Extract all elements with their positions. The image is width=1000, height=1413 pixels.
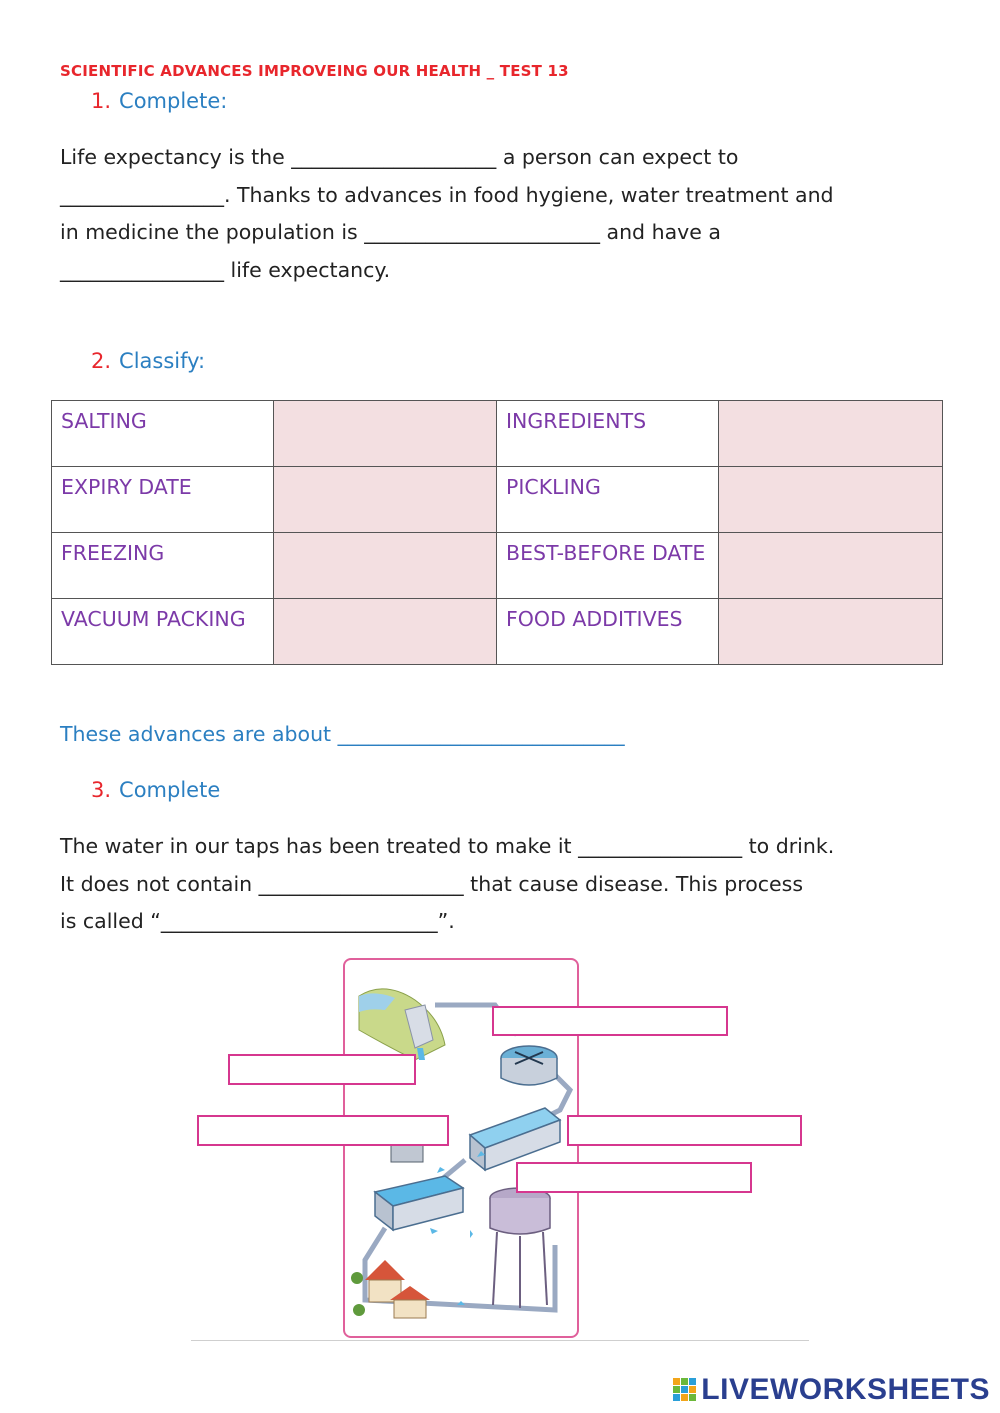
classify-term: EXPIRY DATE — [52, 467, 274, 533]
section-2-heading — [91, 349, 205, 373]
section-1-line[interactable]: ________________ life expectancy. — [60, 257, 391, 282]
classify-answer-box[interactable] — [719, 533, 943, 599]
settling-tank-body — [501, 1058, 557, 1085]
flow-arrow-icon — [430, 1228, 438, 1234]
brand-logo — [673, 1373, 990, 1407]
section-1-title: Complete: — [119, 89, 228, 113]
classify-table — [51, 400, 943, 665]
classify-term: SALTING — [52, 401, 274, 467]
section-1-line[interactable]: in medicine the population is _______________________ and have a — [60, 220, 721, 244]
classify-answer-box[interactable] — [719, 467, 943, 533]
worksheet-title: SCIENTIFIC ADVANCES IMPROVEING OUR HEALTH _ TEST 13 — [60, 62, 569, 80]
section-3-line[interactable]: It does not contain ____________________ that cause disease. This process — [60, 871, 804, 896]
classify-answer-box[interactable] — [274, 401, 497, 467]
flow-arrow-icon — [470, 1230, 473, 1238]
classify-term: VACUUM PACKING — [52, 599, 274, 665]
house-roof — [365, 1260, 405, 1280]
diagram-label-box[interactable] — [516, 1162, 752, 1193]
section-2-number: 2. — [91, 349, 112, 373]
section-3-line[interactable]: The water in our taps has been treated to make it ________________ to drink. — [60, 834, 835, 858]
section-3-title: Complete — [119, 778, 221, 802]
table-row — [52, 401, 943, 467]
table-row — [52, 467, 943, 533]
tower-leg — [543, 1232, 547, 1305]
classify-term: FREEZING — [52, 533, 274, 599]
diagram-label-box[interactable] — [228, 1054, 416, 1085]
section-3-paragraph — [60, 828, 940, 941]
classify-answer-box[interactable] — [274, 467, 497, 533]
section-3-number: 3. — [91, 778, 112, 802]
classify-answer-box[interactable] — [274, 533, 497, 599]
brand-name: LIVEWORKSHEETS — [701, 1373, 990, 1406]
bottom-rule — [191, 1340, 809, 1341]
advances-sentence[interactable]: These advances are about ____________________________ — [60, 722, 625, 746]
classify-answer-box[interactable] — [719, 599, 943, 665]
classify-answer-box[interactable] — [719, 401, 943, 467]
section-1-paragraph — [60, 139, 940, 289]
table-row — [52, 599, 943, 665]
section-3-line[interactable]: is called “___________________________”. — [60, 909, 455, 933]
tower-leg — [493, 1232, 497, 1305]
diagram-label-box[interactable] — [567, 1115, 802, 1146]
house-wall — [394, 1300, 426, 1318]
classify-term: PICKLING — [497, 467, 719, 533]
section-3-heading — [91, 778, 220, 802]
table-row — [52, 533, 943, 599]
brand-icon — [673, 1378, 697, 1402]
classify-answer-box[interactable] — [274, 599, 497, 665]
classify-term: INGREDIENTS — [497, 401, 719, 467]
tree-icon — [351, 1272, 363, 1284]
classify-term: BEST-BEFORE DATE — [497, 533, 719, 599]
section-1-number: 1. — [91, 89, 112, 113]
classify-term: FOOD ADDITIVES — [497, 599, 719, 665]
section-1-line[interactable]: Life expectancy is the ____________________ a person can expect to — [60, 145, 739, 169]
flow-arrow-icon — [437, 1167, 445, 1173]
diagram-label-box[interactable] — [197, 1115, 449, 1146]
diagram-label-box[interactable] — [492, 1006, 728, 1036]
section-1-heading — [91, 89, 227, 113]
tree-icon — [353, 1304, 365, 1316]
section-1-line[interactable]: ________________. Thanks to advances in food hygiene, water treatment and — [60, 182, 834, 207]
water-tower-tank — [490, 1198, 550, 1234]
section-2-title: Classify: — [119, 349, 206, 373]
